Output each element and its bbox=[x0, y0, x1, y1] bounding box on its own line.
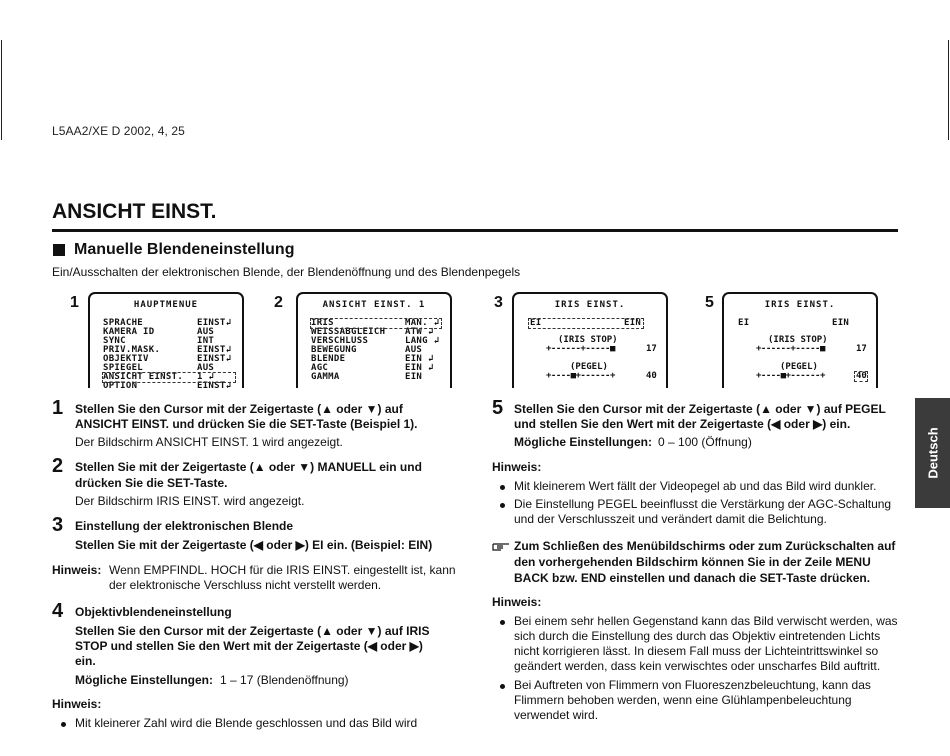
bullet-icon bbox=[61, 722, 66, 727]
menu-label: AGC bbox=[311, 363, 329, 373]
menu-value: AUS bbox=[197, 363, 215, 373]
hinweis-label: Hinweis: bbox=[52, 697, 102, 711]
language-tab bbox=[915, 398, 950, 508]
screen-number-2: 2 bbox=[274, 294, 283, 311]
bullet-text: Die Einstellung PEGEL beeinflusst die Verstärkung der AGC-Schaltung bbox=[514, 497, 892, 511]
step-4-line-3: STOP und stellen Sie den Wert mit der Zeigertaste (◀ oder ▶) bbox=[75, 639, 423, 653]
document-code: L5AA2/XE D 2002, 4, 25 bbox=[52, 124, 185, 138]
iris-stop-bar: +------+-----■ bbox=[756, 344, 825, 354]
language-tab-label: Deutsch bbox=[925, 427, 940, 479]
step-5-settings-label: Mögliche Einstellungen: bbox=[514, 435, 653, 449]
menu-label: VERSCHLUSS bbox=[311, 336, 369, 346]
step-5-settings-value: 0 – 100 (Öffnung) bbox=[658, 435, 752, 449]
menu-value: ATW ↲ bbox=[405, 327, 434, 337]
crop-line-right bbox=[948, 40, 949, 140]
menu-value: MAN. ↲ bbox=[405, 318, 440, 328]
screen-title: IRIS EINST. bbox=[764, 300, 836, 310]
step-number-3: 3 bbox=[52, 514, 64, 536]
selection-cursor bbox=[854, 371, 868, 382]
menu-label: GAMMA bbox=[311, 372, 340, 382]
menu-value: 1 ↲ bbox=[197, 372, 215, 382]
menu-label: SPIEGEL bbox=[103, 363, 144, 373]
menu-screen-1 bbox=[88, 292, 244, 388]
bullet-icon bbox=[500, 485, 505, 490]
hinweis-4-b1-line-3: nicht korrigieren lässt. In diesem Fall muss der Lichteintrittswinkel so bbox=[514, 644, 879, 658]
menu-value: EINST↲ bbox=[197, 318, 232, 328]
hinweis-3-bullet-1 bbox=[514, 479, 876, 495]
iris-screen-5 bbox=[722, 292, 878, 388]
pointing-hand-icon bbox=[492, 539, 510, 551]
step-2-line-1: Stellen Sie mit der Zeigertaste (▲ oder ▼) MANUELL ein und bbox=[75, 460, 422, 474]
pointer-line-3: BACK bzw. END einstellen und danach die SET-Taste drücken. bbox=[514, 571, 871, 585]
title-rule bbox=[52, 229, 898, 232]
bullet-text: Mit kleinerer Zahl wird die Blende geschlossen und das Bild wird bbox=[75, 716, 418, 730]
bullet-text: Bei einem sehr hellen Gegenstand kann das Bild verwischt werden, was bbox=[514, 614, 898, 628]
step-3-line-2: Stellen Sie mit der Zeigertaste (◀ oder ▶) EI ein. (Beispiel: EIN) bbox=[75, 538, 433, 552]
step-1-line-2: ANSICHT EINST. und drücken Sie die SET-Taste (Beispiel 1). bbox=[75, 417, 418, 431]
iris-screen-3 bbox=[512, 292, 668, 388]
section-square-icon bbox=[53, 244, 65, 256]
menu-label: SPRACHE bbox=[103, 318, 144, 328]
step-number-2: 2 bbox=[52, 455, 64, 477]
hinweis-1-line-1: Wenn EMPFINDL. HOCH für die IRIS EINST. eingestellt ist, kann bbox=[109, 563, 456, 577]
menu-row bbox=[311, 373, 447, 382]
iris-stop-bar: +------+-----■ bbox=[546, 344, 615, 354]
menu-label: OPTION bbox=[103, 381, 138, 388]
ei-value: EIN bbox=[624, 318, 642, 328]
crop-line-left bbox=[1, 40, 2, 140]
screen-title: HAUPTMENUE bbox=[133, 300, 199, 310]
pointer-line-2: den vorhergehenden Bildschirm können Sie in der Zeile MENU bbox=[514, 555, 871, 569]
hinweis-label: Hinweis: bbox=[52, 563, 102, 577]
pegel-value: 40 bbox=[856, 371, 867, 381]
menu-label: ANSICHT EINST. bbox=[103, 372, 184, 382]
menu-value: AUS bbox=[405, 345, 423, 355]
menu-value: AUS bbox=[197, 327, 215, 337]
section-title: Manuelle Blendeneinstellung bbox=[74, 241, 295, 258]
iris-stop-label: (IRIS STOP) bbox=[558, 335, 618, 345]
menu-value: EINST↲ bbox=[197, 354, 232, 364]
pegel-bar: +----■+------+ bbox=[546, 371, 615, 381]
menu-label: KAMERA ID bbox=[103, 327, 155, 337]
step-number-4: 4 bbox=[52, 600, 64, 622]
menu-screen-2 bbox=[296, 292, 452, 388]
step-number-5: 5 bbox=[492, 397, 504, 419]
screen-title: IRIS EINST. bbox=[554, 300, 626, 310]
menu-label: SYNC bbox=[103, 336, 126, 346]
iris-stop-value: 17 bbox=[856, 344, 867, 354]
iris-stop-label: (IRIS STOP) bbox=[768, 335, 828, 345]
menu-value: EIN ↲ bbox=[405, 354, 434, 364]
hinweis-4-bullet-2 bbox=[514, 678, 871, 694]
ei-label: EI bbox=[738, 318, 750, 328]
section-subtitle: Ein/Ausschalten der elektronischen Blende, der Blendenöffnung und des Blendenpegels bbox=[52, 265, 521, 279]
pegel-bar: +----■+------+ bbox=[756, 371, 825, 381]
hinweis-4-b2-line-2: Flimmern behoben werden, wenn eine Glühlampenbeleuchtung bbox=[514, 693, 852, 707]
iris-stop-value: 17 bbox=[646, 344, 657, 354]
hinweis-4-b1-line-2: sich durch die Einstellung des durch das Objektiv eintretenden Lichts bbox=[514, 629, 881, 643]
screen-number-5: 5 bbox=[705, 294, 714, 311]
step-4-line-1: Objektivblendeneinstellung bbox=[75, 605, 232, 619]
menu-label: BLENDE bbox=[311, 354, 346, 364]
step-3-line-1: Einstellung der elektronischen Blende bbox=[75, 519, 294, 533]
hinweis-4-b2-line-3: verwendet wird. bbox=[514, 708, 599, 722]
step-number-1: 1 bbox=[52, 397, 64, 419]
step-1-note: Der Bildschirm ANSICHT EINST. 1 wird angezeigt. bbox=[75, 435, 343, 449]
ei-label: EI bbox=[530, 318, 542, 328]
bullet-text: Mit kleinerem Wert fällt der Videopegel ab und das Bild wird dunkler. bbox=[514, 479, 877, 493]
pegel-value: 40 bbox=[646, 371, 657, 381]
step-2-note: Der Bildschirm IRIS EINST. wird angezeigt. bbox=[75, 494, 305, 508]
step-2-line-2: drücken Sie die SET-Taste. bbox=[75, 476, 228, 490]
hinweis-label: Hinweis: bbox=[492, 595, 542, 609]
menu-label: IRIS bbox=[311, 318, 334, 328]
screen-number-1: 1 bbox=[70, 294, 79, 311]
hinweis-3-bullet-2-cont: und der Verschlusszeit und verändert damit die Belichtung. bbox=[514, 512, 827, 526]
menu-value: INT bbox=[197, 336, 215, 346]
hinweis-1-line-2: der elektronische Verschluss nicht verstellt werden. bbox=[109, 578, 382, 592]
pegel-label: (PEGEL) bbox=[780, 362, 818, 372]
ei-row bbox=[738, 319, 874, 328]
hinweis-4-bullet-1 bbox=[514, 614, 898, 630]
menu-value: EIN ↲ bbox=[405, 363, 434, 373]
page-title: ANSICHT EINST. bbox=[52, 200, 217, 223]
menu-value: EINST↲ bbox=[197, 381, 232, 388]
pointer-line-1: Zum Schließen des Menübildschirms oder zum Zurückschalten auf bbox=[514, 539, 896, 553]
selection-cursor bbox=[102, 372, 236, 383]
selection-cursor bbox=[528, 318, 644, 329]
screen-title: ANSICHT EINST. 1 bbox=[322, 300, 426, 310]
step-1-line-1: Stellen Sie den Cursor mit der Zeigertaste (▲ oder ▼) auf bbox=[75, 402, 403, 416]
step-4-line-4: ein. bbox=[75, 654, 96, 668]
hinweis-2-bullet-1 bbox=[75, 716, 417, 732]
bullet-icon bbox=[500, 503, 505, 508]
hinweis-3-bullet-2 bbox=[514, 497, 891, 513]
pegel-label: (PEGEL) bbox=[570, 362, 608, 372]
step-4-line-2: Stellen Sie den Cursor mit der Zeigertaste (▲ oder ▼) auf IRIS bbox=[75, 624, 430, 638]
bullet-icon bbox=[500, 684, 505, 689]
screen-number-3: 3 bbox=[494, 294, 503, 311]
menu-value: EINST↲ bbox=[197, 345, 232, 355]
step-4-settings-label: Mögliche Einstellungen: bbox=[75, 673, 214, 687]
menu-label: BEWEGUNG bbox=[311, 345, 357, 355]
bullet-icon bbox=[500, 620, 505, 625]
menu-value: LANG ↲ bbox=[405, 336, 440, 346]
menu-label: WEISSABGLEICH bbox=[311, 327, 386, 337]
menu-value: EIN bbox=[405, 372, 423, 382]
bullet-text: Bei Auftreten von Flimmern von Fluoreszenzbeleuchtung, kann das bbox=[514, 678, 871, 692]
step-5-line-1: Stellen Sie den Cursor mit der Zeigertaste (▲ oder ▼) auf PEGEL bbox=[514, 402, 886, 416]
ei-value: EIN bbox=[832, 318, 850, 328]
step-4-settings-value: 1 – 17 (Blendenöffnung) bbox=[220, 673, 349, 687]
menu-label: PRIV.MASK. bbox=[103, 345, 161, 355]
hinweis-label: Hinweis: bbox=[492, 460, 542, 474]
selection-cursor bbox=[310, 318, 442, 329]
hinweis-4-b1-line-4: geändert werden, dass kein verwischtes oder unscharfes Bild auftritt. bbox=[514, 659, 881, 673]
step-5-line-2: und stellen Sie den Wert mit der Zeigertaste (◀ oder ▶) ein. bbox=[514, 417, 851, 431]
menu-label: OBJEKTIV bbox=[103, 354, 149, 364]
